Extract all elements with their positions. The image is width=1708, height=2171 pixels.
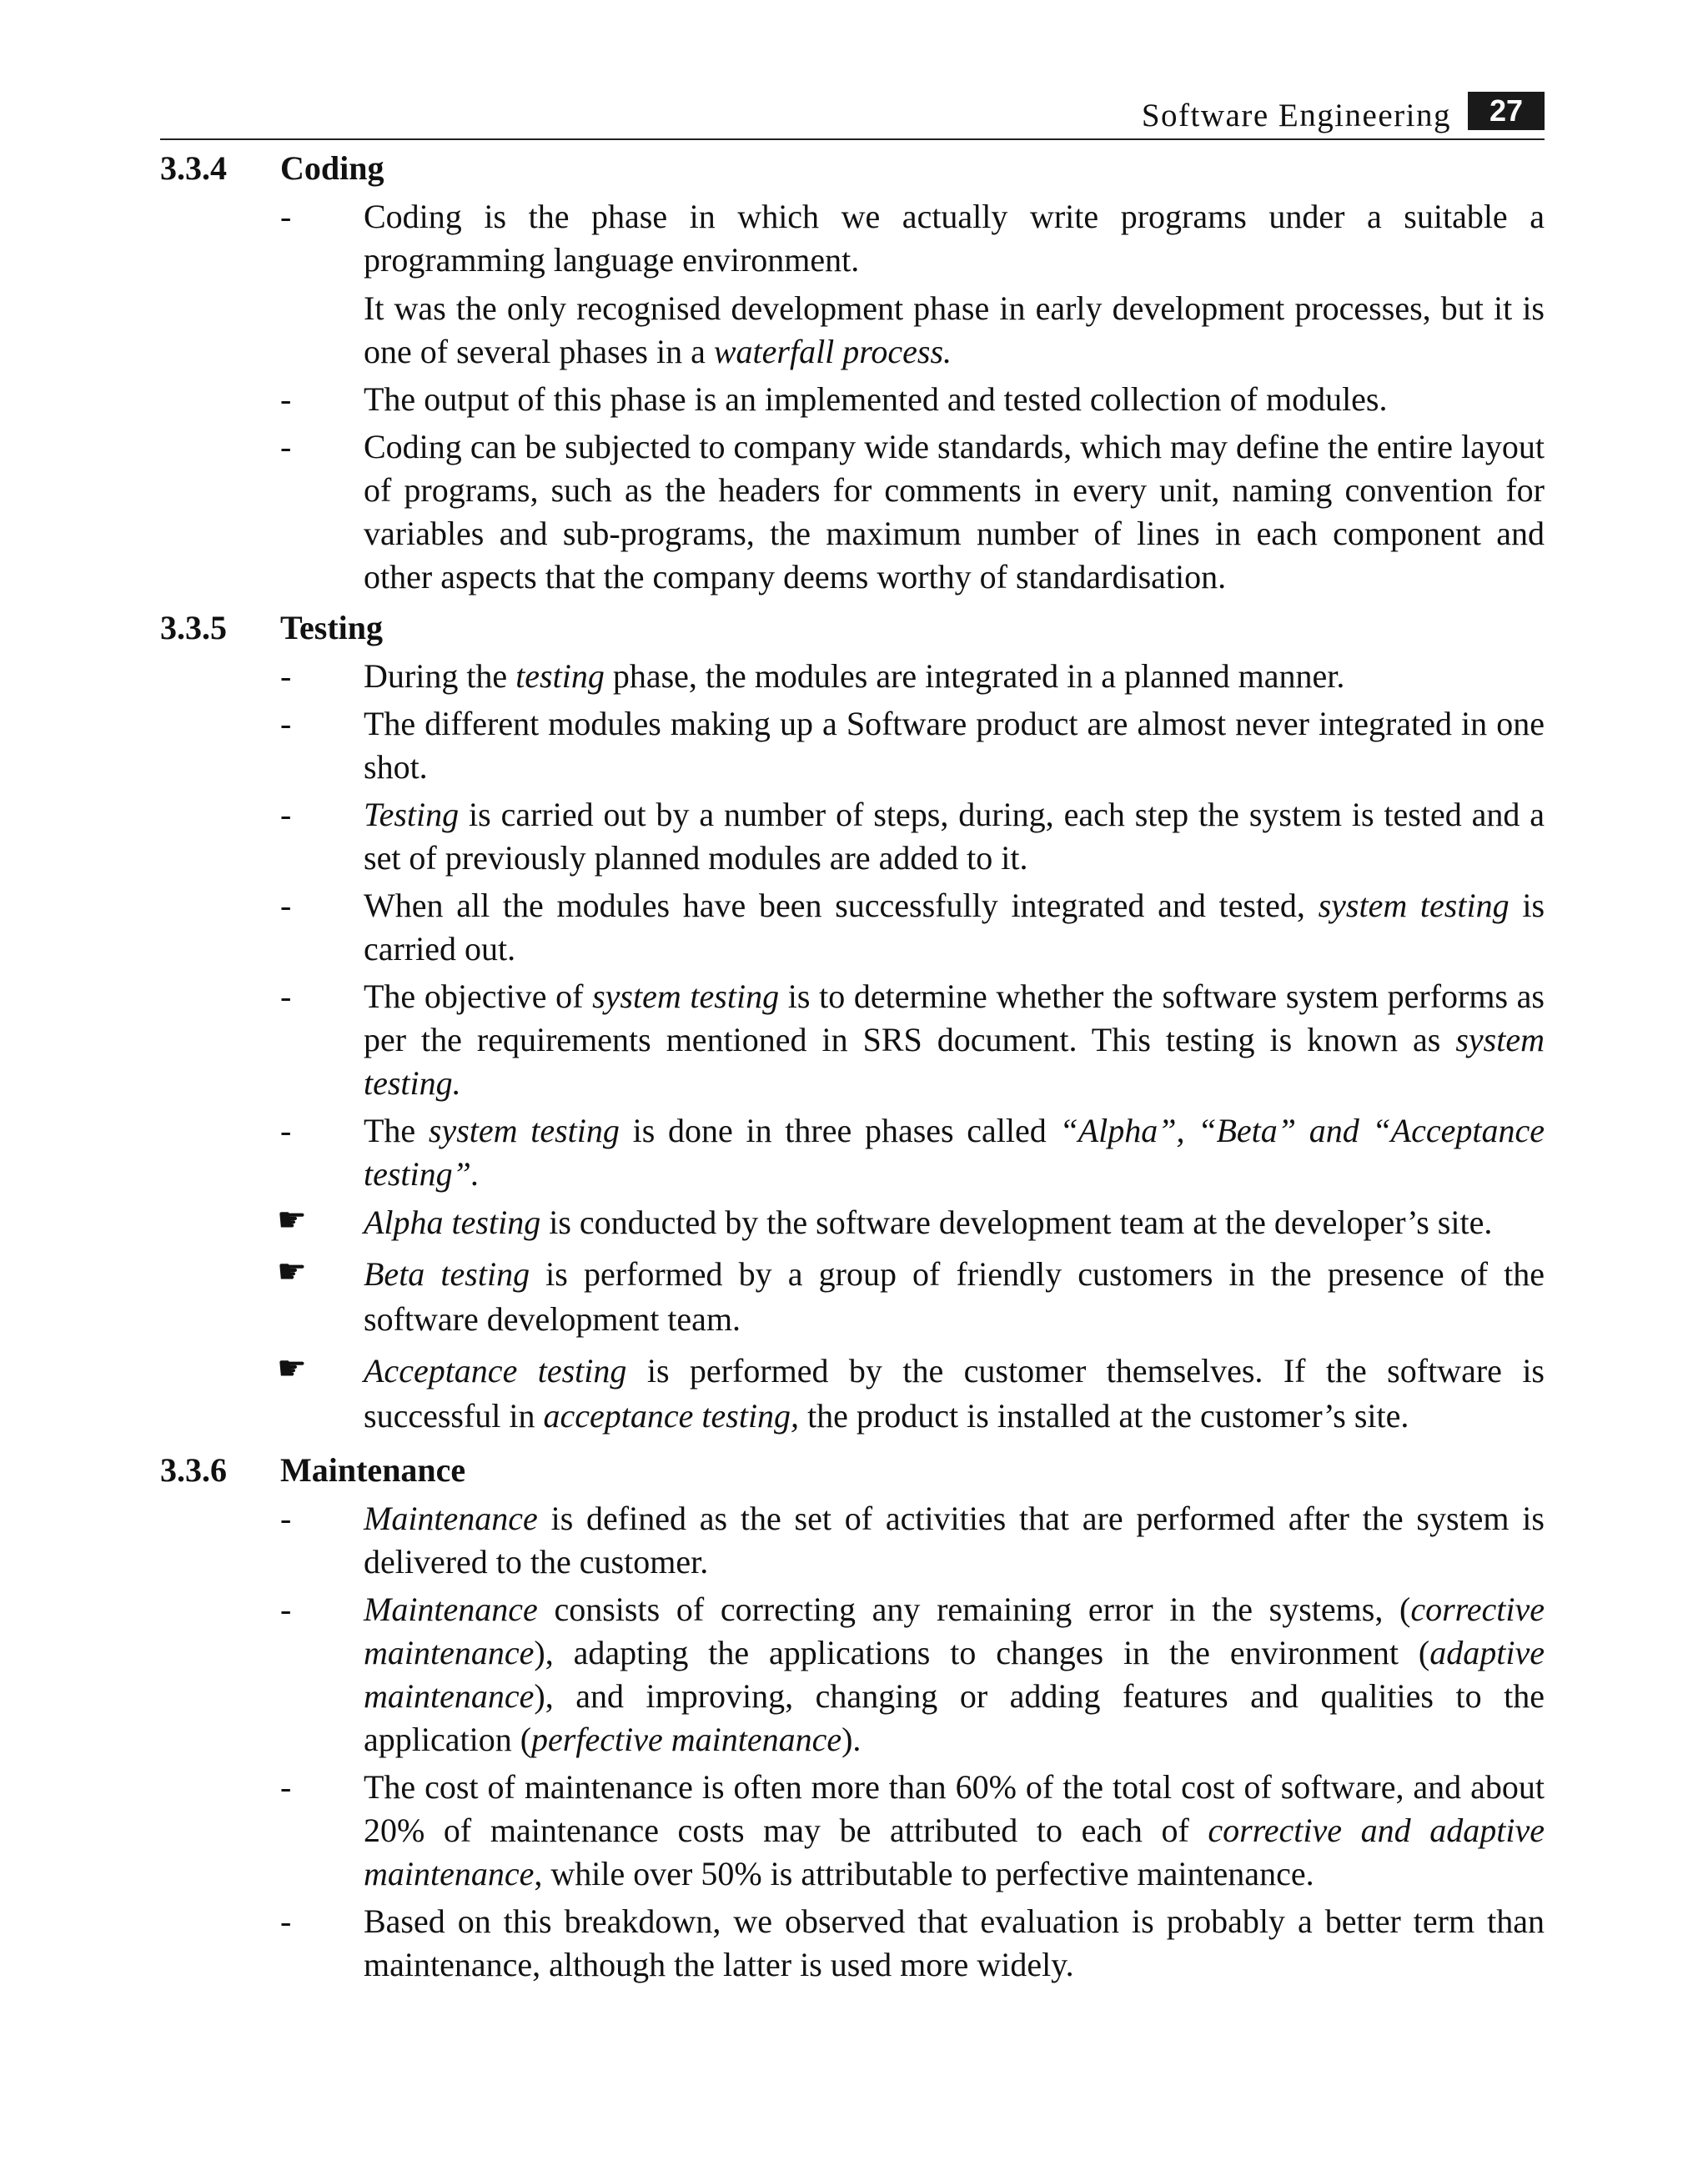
- list-item: [0, 378, 1708, 421]
- dash-bullet: -: [280, 887, 292, 924]
- dash-bullet: -: [280, 380, 292, 418]
- dash-bullet: -: [280, 977, 292, 1015]
- paragraph: Based on this breakdown, we observed that evaluation is probably a better term than maintenance, although the latter is used more widely.: [364, 1902, 1545, 1983]
- list-item: [0, 793, 1708, 880]
- dash-bullet: -: [280, 198, 292, 235]
- paragraph: Maintenance is defined as the set of activities that are performed after the system is delivered to the customer.: [364, 1500, 1545, 1581]
- pointing-hand-icon: ☛: [277, 1253, 307, 1290]
- paragraph: The different modules making up a Software product are almost never integrated in one shot.: [364, 705, 1545, 786]
- paragraph: Acceptance testing is performed by the customer themselves. If the software is successful in acceptance testing, the product is installed at the customer’s site.: [364, 1352, 1545, 1435]
- dash-bullet: -: [280, 705, 292, 742]
- page-header: [160, 90, 1545, 140]
- page-content: [0, 143, 1708, 1991]
- list-item: [0, 655, 1708, 698]
- paragraph: Alpha testing is conducted by the software development team at the developer’s site.: [364, 1204, 1493, 1241]
- paragraph: Maintenance consists of correcting any remaining error in the systems, (corrective maintenance), adapting the applications to changes in the environment (adaptive maintenance), and improving, changing or adding features and qualities to the application (perfective maintenance).: [364, 1591, 1545, 1758]
- list-item: [0, 1109, 1708, 1196]
- list-item: [0, 425, 1708, 599]
- dash-bullet: -: [280, 1591, 292, 1628]
- paragraph: The cost of maintenance is often more than 60% of the total cost of software, and about 20% of maintenance costs may be attributed to each of corrective and adaptive maintenance, while over 50% is attributable to perfective maintenance.: [364, 1768, 1545, 1892]
- section-title: Coding: [280, 149, 384, 187]
- section-heading-maintenance: [0, 1445, 1708, 1497]
- paragraph: The output of this phase is an implemented and tested collection of modules.: [364, 380, 1388, 418]
- list-item: [0, 1766, 1708, 1896]
- list-item: [0, 702, 1708, 789]
- list-item: [0, 1497, 1708, 1584]
- dash-bullet: -: [280, 1768, 292, 1806]
- pointing-hand-icon: ☛: [277, 1349, 307, 1387]
- list-item: [0, 975, 1708, 1105]
- paragraph: Coding is the phase in which we actually write programs under a suitable a programming language environment.: [364, 198, 1545, 279]
- pointer-item: [0, 1200, 1708, 1245]
- section-heading-testing: [0, 603, 1708, 655]
- section-number: 3.3.5: [160, 609, 227, 646]
- paragraph: During the testing phase, the modules are integrated in a planned manner.: [364, 657, 1345, 695]
- dash-bullet: -: [280, 1902, 292, 1940]
- dash-bullet: -: [280, 1112, 292, 1149]
- paragraph: The system testing is done in three phases called “Alpha”, “Beta” and “Acceptance testing”.: [364, 1112, 1545, 1193]
- paragraph: Testing is carried out by a number of steps, during, each step the system is tested and a set of previously planned modules are added to it.: [364, 796, 1545, 877]
- section-title: Maintenance: [280, 1451, 466, 1489]
- paragraph: When all the modules have been successfully integrated and tested, system testing is carried out.: [364, 887, 1545, 967]
- section-title: Testing: [280, 609, 384, 646]
- running-title: Software Engineering: [1141, 98, 1451, 133]
- page-number: 27: [1468, 92, 1545, 130]
- pointer-item: [0, 1252, 1708, 1342]
- list-item: [0, 195, 1708, 374]
- section-heading-coding: [0, 143, 1708, 195]
- paragraph: Coding can be subjected to company wide standards, which may define the entire layout of programs, such as the headers for comments in every unit, naming convention for variables and sub-programs, the maximum number of lines in each component and other aspects that the company deems worthy of standardisation.: [364, 428, 1545, 596]
- list-item: [0, 1588, 1708, 1761]
- list-item: [0, 884, 1708, 971]
- section-number: 3.3.4: [160, 149, 227, 187]
- section-number: 3.3.6: [160, 1451, 227, 1489]
- dash-bullet: -: [280, 428, 292, 465]
- pointer-item: [0, 1349, 1708, 1439]
- paragraph: The objective of system testing is to determine whether the software system performs as per the requirements mentioned in SRS document. This testing is known as system testing.: [364, 977, 1545, 1102]
- list-item: [0, 1900, 1708, 1987]
- pointing-hand-icon: ☛: [277, 1201, 307, 1239]
- paragraph: Beta testing is performed by a group of friendly customers in the presence of the software development team.: [364, 1255, 1545, 1338]
- paragraph: It was the only recognised development phase in early development processes, but it is one of several phases in a waterfall process.: [364, 289, 1545, 370]
- dash-bullet: -: [280, 1500, 292, 1537]
- dash-bullet: -: [280, 796, 292, 833]
- dash-bullet: -: [280, 657, 292, 695]
